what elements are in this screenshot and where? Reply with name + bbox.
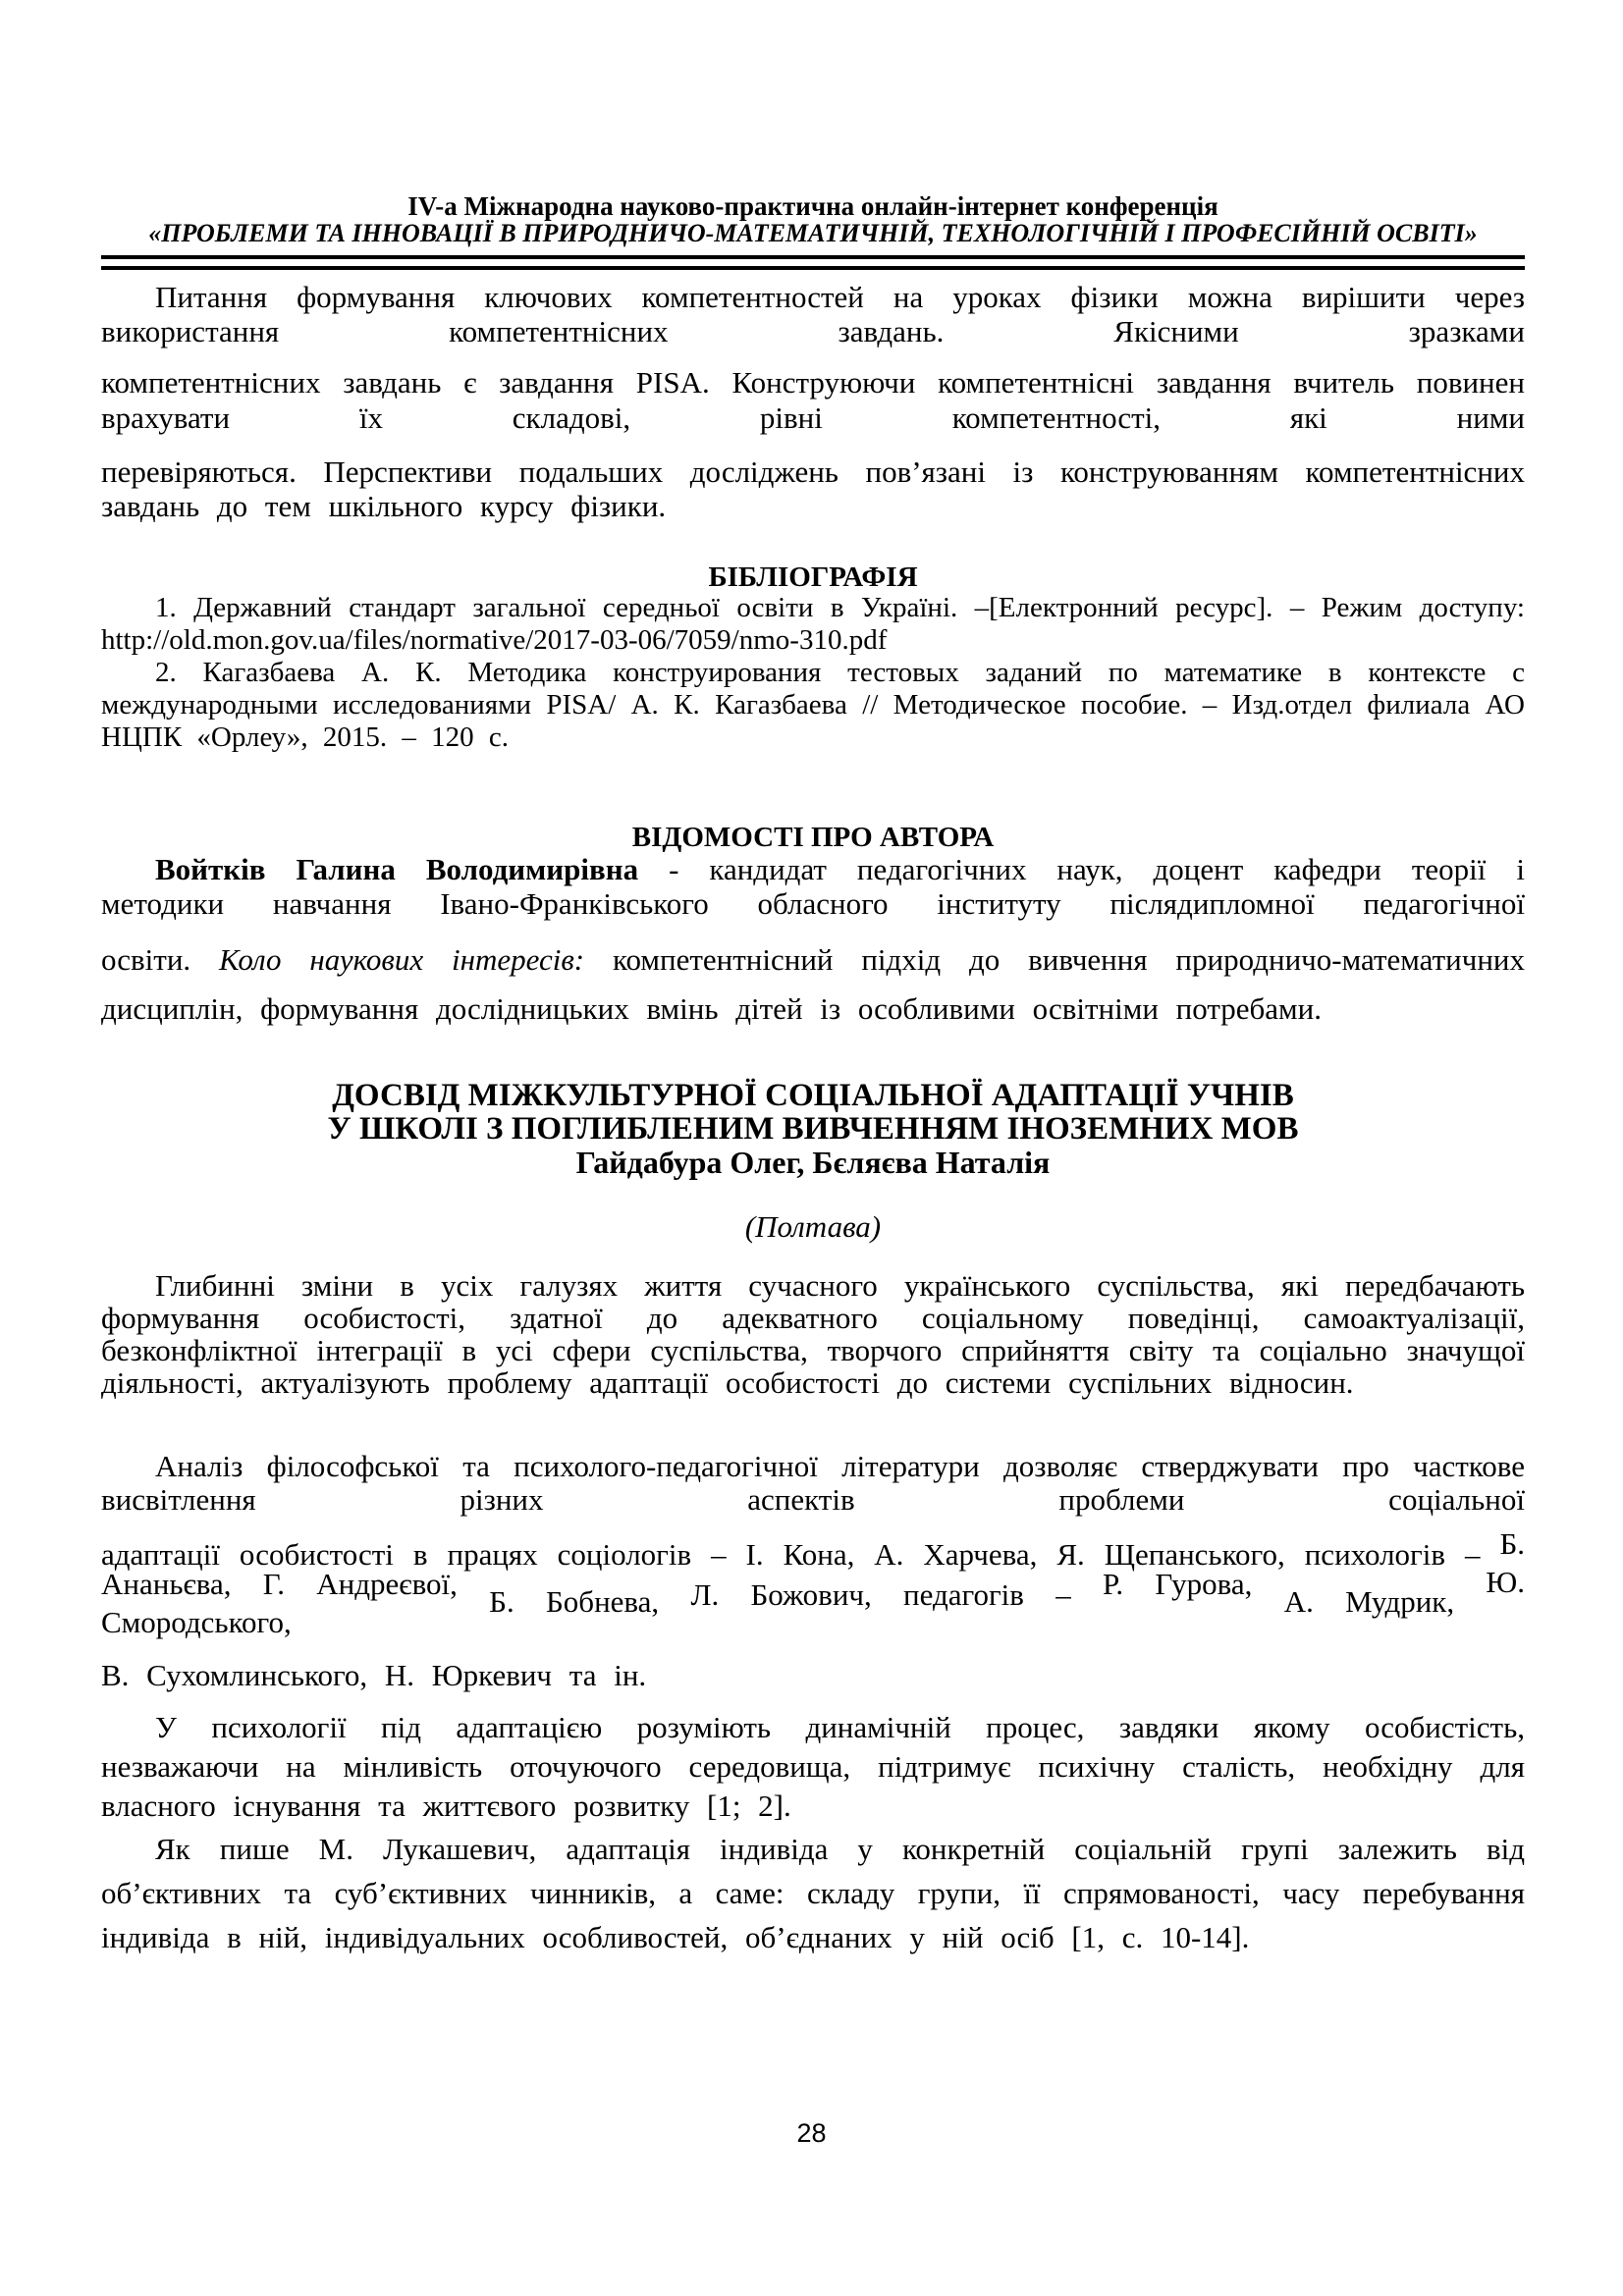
physics-conclusion-part3: перевіряються. Перспективи подальших досліджень пов’язані із конструюванням компетентнісних завдань до тем шкільного курсу фізики.	[101, 454, 1525, 523]
names-seg-pedagogues: Л. Божович, педагогів –	[690, 1577, 1071, 1612]
content-column	[101, 192, 1525, 1959]
author-name: Войтків Галина Володимирівна	[155, 852, 639, 886]
names-seg-smorodskyi: Ю. Смородського,	[101, 1565, 1526, 1639]
author-info-heading: ВІДОМОСТІ ПРО АВТОРА	[631, 822, 995, 853]
article-location: (Полтава)	[744, 1209, 882, 1244]
adaptation-paragraph-1: Глибинні зміни в усіх галузях життя сучасного українського суспільства, які передбачають формування особистості, здатної до адекватного соціальному поведінці, самоактуалізації, безконфліктної інтеграції в усі сфери суспільства, творчого сприйняття світу та соціально значущої діяльності, актуалізують проблему адаптації особистості до системи суспільних відносин.	[101, 1268, 1525, 1400]
names-seg-gurova: Р. Гурова,	[1103, 1567, 1253, 1601]
bibliography-heading: БІБЛІОГРАФІЯ	[708, 561, 918, 593]
physics-conclusion-part1: Питання формування ключових компетентностей на уроках фізики можна вирішити через використання компетентнісних завдань. Якісними зразками	[101, 280, 1525, 348]
adaptation-paragraph-2-intro: Аналіз філософської та психолого-педагогічної літератури дозволяє стверджувати про часткове висвітлення різних аспектів проблеми соціальної	[101, 1449, 1525, 1517]
adaptation-paragraph-4: Як пише М. Лукашевич, адаптація індивіда у конкретній соціальній групі залежить від об’єктивних та суб’єктивних чинників, а саме: складу групи, її спрямованості, часу перебування індивіда в ній, індивідуальних особливостей, об’єднаних у ній осіб [1, с. 10-14].	[101, 1832, 1525, 1954]
running-header	[101, 192, 1525, 247]
names-seg-sociologists: адаптації особистості в працях соціологів – І. Кона, А. Харчева, Я. Щепанського, психологів –	[101, 1537, 1481, 1572]
names-seg-psychologists-b: Б. Бобнева,	[489, 1584, 660, 1619]
names-last-line: В. Сухомлинського, Н. Юркевич та ін.	[101, 1658, 647, 1692]
conference-name: IV-а Міжнародна науково-практична онлайн-інтернет конференція	[407, 191, 1218, 221]
adaptation-paragraph-3: У психології під адаптацією розуміють динамічній процес, завдяки якому особистість, незважаючи на мінливість оточуючого середовища, підтримує психічну сталість, необхідну для власного існування та життєвого розвитку [1; 2].	[101, 1710, 1525, 1823]
bibliography-item-2: 2. Кагазбаева А. К. Методика конструирования тестовых заданий по математике в контексте с международными исследованиями PISA/ А. К. Кагазбаева // Методическое пособие. – Изд.отдел филиала АО НЦПК «Орлеу», 2015. – 120 с.	[101, 657, 1525, 753]
author-details: - кандидат педагогічних наук, доцент кафедри теорії і методики навчання Івано-Франківського обласного інституту післядипломної педагогічної	[101, 852, 1525, 921]
names-lines	[101, 1526, 1526, 1655]
author-details-continued: освіти.	[101, 942, 191, 977]
research-interests-label: Коло наукових інтересів:	[219, 942, 585, 977]
header-separator	[101, 255, 1525, 270]
article-title-line2: У ШКОЛІ З ПОГЛИБЛЕНИМ ВИВЧЕННЯМ ІНОЗЕМНИХ МОВ	[327, 1111, 1299, 1147]
author-interests-line	[101, 935, 1525, 1034]
bibliography-item-1: 1. Державний стандарт загальної середньої освіти в Україні. –[Електронний ресурс]. – Режим доступу: http://old.mon.gov.ua/files/normative/2017-03-06/7059/nmo-310.pdf	[101, 592, 1525, 656]
names-seg-psychologists-a: Б. Ананьєва, Г. Андреєвої,	[101, 1526, 1525, 1601]
research-interests-text: компетентнісний підхід до вивчення природничо-математичних дисциплін, формування дослідницьких вмінь дітей із особливими освітніми потребами.	[101, 942, 1526, 1026]
author-info-line	[101, 852, 1525, 921]
names-seg-mudryk: А. Мудрик,	[1283, 1584, 1455, 1619]
article-title-line1: ДОСВІД МІЖКУЛЬТУРНОЇ СОЦІАЛЬНОЇ АДАПТАЦІЇ УЧНІВ	[332, 1078, 1294, 1113]
page-body	[101, 280, 1525, 1959]
article-authors: Гайдабура Олег, Бєляєва Наталія	[575, 1145, 1051, 1180]
adaptation-paragraph-2-names	[101, 1526, 1526, 1695]
page-number: 28	[796, 2118, 827, 2148]
physics-conclusion-part2: компетентнісних завдань є завдання PISA. Конструюючи компетентнісні завдання вчитель повинен врахувати їх складові, рівні компетентності, які ними	[101, 365, 1525, 435]
conference-title: «ПРОБЛЕМИ ТА ІННОВАЦІЇ В ПРИРОДНИЧО-МАТЕМАТИЧНІЙ, ТЕХНОЛОГІЧНІЙ І ПРОФЕСІЙНІЙ ОСВІТІ»	[148, 219, 1478, 247]
